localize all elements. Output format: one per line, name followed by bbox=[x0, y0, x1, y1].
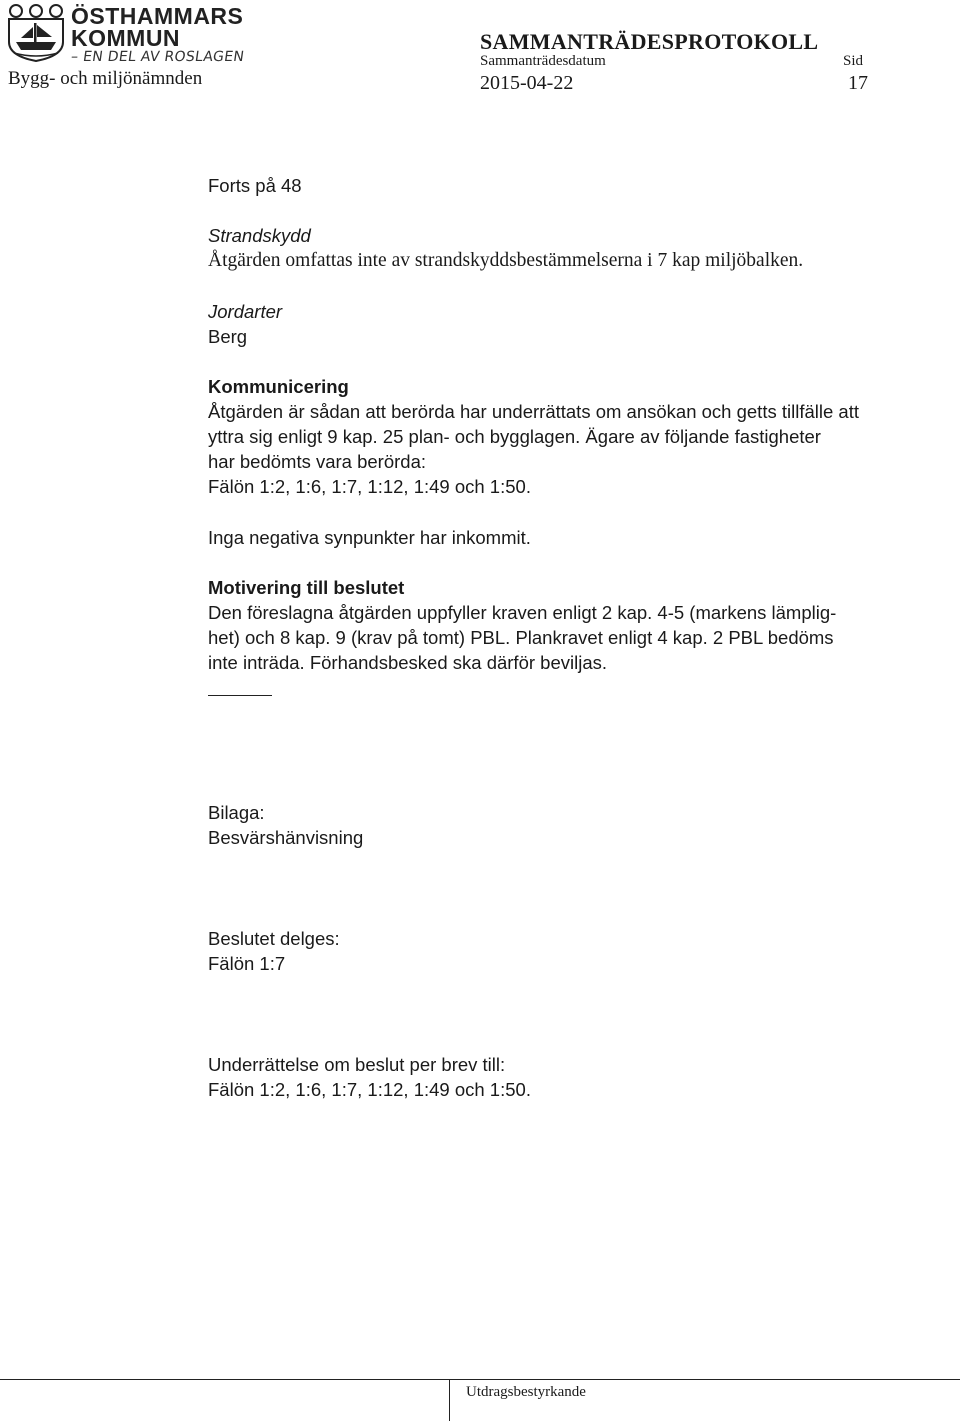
footer-column-divider bbox=[449, 1379, 450, 1421]
motivering-line: het) och 8 kap. 9 (krav på tomt) PBL. Plankravet enligt 4 kap. 2 PBL bedöms bbox=[208, 627, 834, 648]
kommunicering-line: Åtgärden är sådan att berörda har underrättats om ansökan och getts tillfälle att bbox=[208, 401, 859, 422]
notice-label: Underrättelse om beslut per brev till: bbox=[208, 1054, 506, 1075]
no-objections-text: Inga negativa synpunkter har inkommit. bbox=[208, 527, 531, 548]
section-divider bbox=[208, 695, 272, 696]
attachment-label: Bilaga: bbox=[208, 802, 265, 823]
section-heading-kommunicering: Kommunicering bbox=[208, 376, 349, 397]
logo-wordmark-line2: KOMMUN bbox=[71, 25, 181, 51]
logo-wordmark-line1: ÖSTHAMMARS bbox=[71, 3, 244, 29]
section-text-strandskydd: Åtgärden omfattas inte av strandskyddsbestämmelserna i 7 kap miljöbalken. bbox=[208, 250, 804, 271]
notice-value: Fälön 1:2, 1:6, 1:7, 1:12, 1:49 och 1:50. bbox=[208, 1079, 531, 1100]
meeting-date-label: Sammanträdesdatum bbox=[480, 53, 606, 69]
ship-crest-icon bbox=[6, 4, 66, 62]
page-number: 17 bbox=[848, 72, 868, 94]
kommunicering-line: yttra sig enligt 9 kap. 25 plan- och bygglagen. Ägare av följande fastigheter bbox=[208, 426, 821, 447]
kommunicering-line: Fälön 1:2, 1:6, 1:7, 1:12, 1:49 och 1:50. bbox=[208, 476, 531, 497]
delivered-label: Beslutet delges: bbox=[208, 928, 340, 949]
committee-name: Bygg- och miljönämnden bbox=[8, 68, 203, 89]
section-text-jordarter: Berg bbox=[208, 326, 248, 347]
document-title: SAMMANTRÄDESPROTOKOLL bbox=[480, 29, 819, 54]
motivering-line: Den föreslagna åtgärden uppfyller kraven enligt 2 kap. 4-5 (markens lämplig- bbox=[208, 602, 837, 623]
footer-rule bbox=[0, 1379, 960, 1380]
continued-reference: Forts på 48 bbox=[208, 175, 302, 196]
delivered-value: Fälön 1:7 bbox=[208, 953, 286, 974]
meeting-date: 2015-04-22 bbox=[480, 72, 574, 94]
section-heading-jordarter: Jordarter bbox=[208, 301, 283, 322]
certification-label: Utdragsbestyrkande bbox=[466, 1384, 586, 1400]
logo-tagline: – EN DEL AV ROSLAGEN bbox=[69, 49, 246, 65]
kommunicering-line: har bedömts vara berörda: bbox=[208, 451, 427, 472]
section-heading-motivering: Motivering till beslutet bbox=[208, 577, 405, 598]
page-number-label: Sid bbox=[843, 53, 864, 69]
motivering-line: inte inträda. Förhandsbesked ska därför beviljas. bbox=[208, 652, 607, 673]
attachment-value: Besvärshänvisning bbox=[208, 827, 364, 848]
section-heading-strandskydd: Strandskydd bbox=[208, 225, 311, 246]
